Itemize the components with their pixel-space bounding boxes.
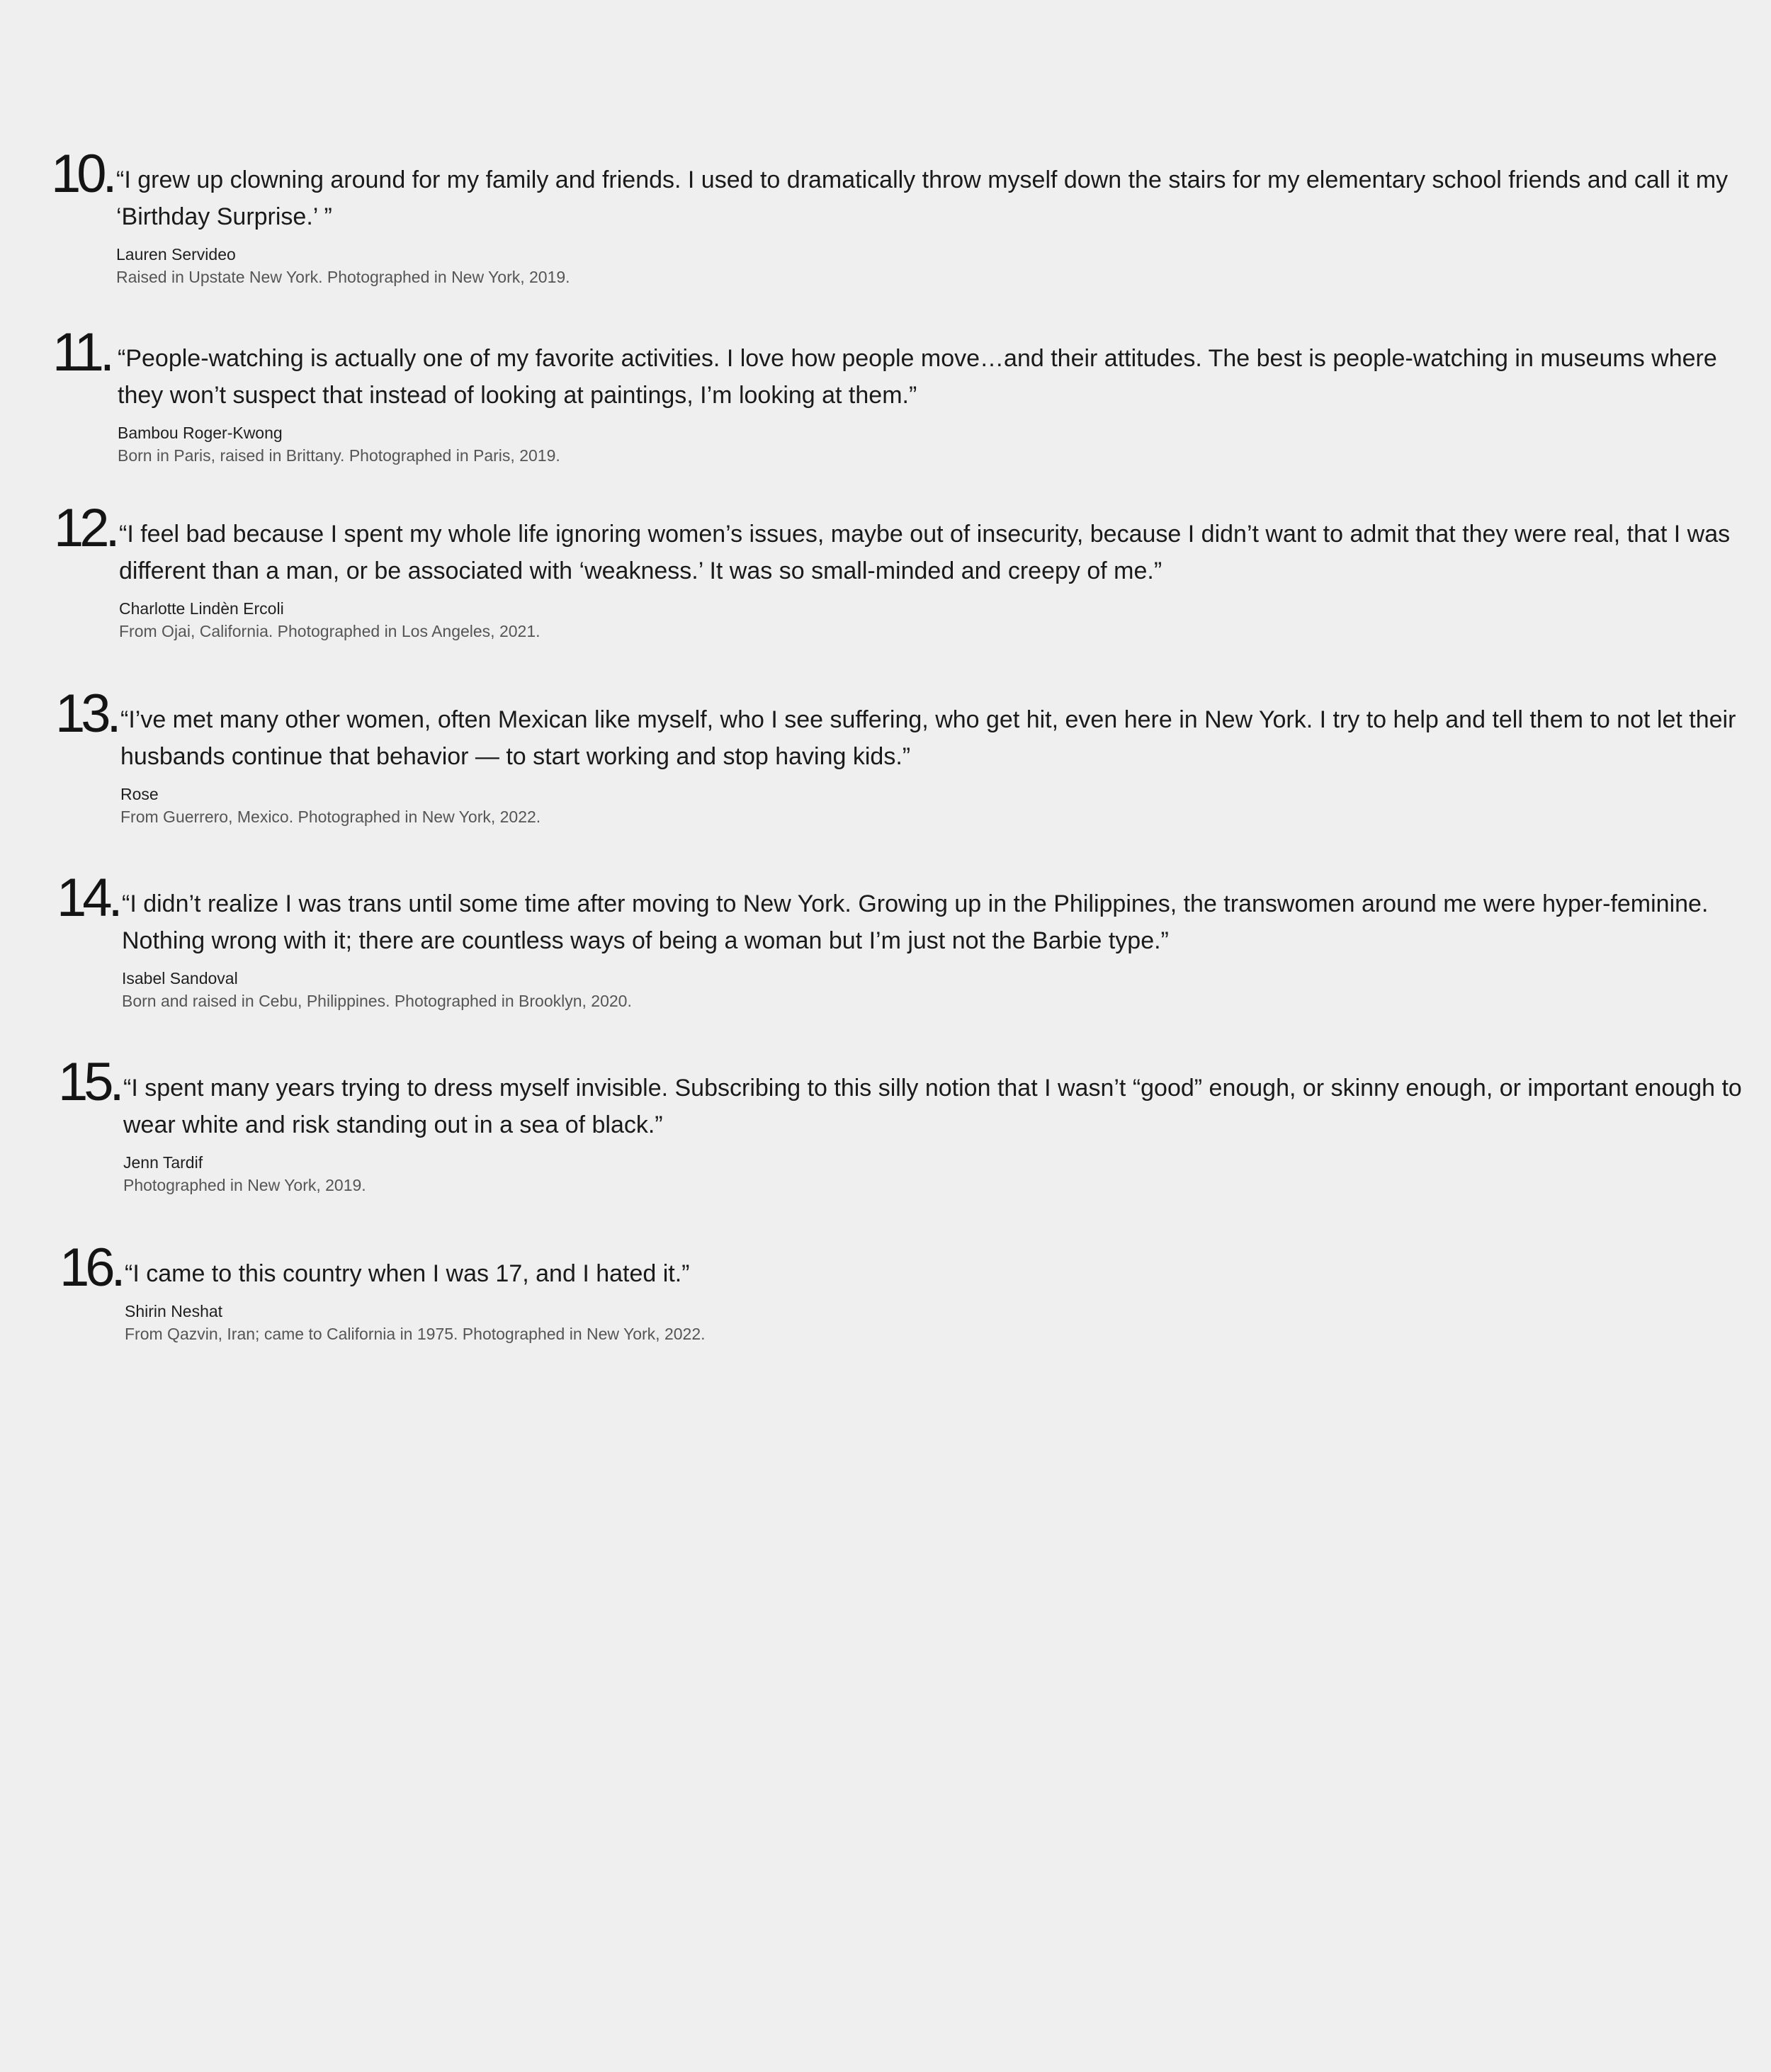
entry-number: 15. (58, 1052, 120, 1112)
quote-text: “I’ve met many other women, often Mexican like myself, who I see suffering, who get hit, even here in New York. I try to help and tell them to not let their husbands continue that behavior — to start working and stop having kids.” (120, 706, 1736, 770)
entry-number: 16. (60, 1238, 122, 1298)
person-info: From Ojai, California. Photographed in Los Angeles, 2021. (119, 622, 541, 640)
person-name: Bambou Roger-Kwong (118, 424, 283, 442)
person-name: Jenn Tardif (123, 1153, 203, 1172)
quote-text: “I feel bad because I spent my whole life ignoring women’s issues, maybe out of insecurity, because I didn’t want to admit that they were real, that I was different than a man, or be associated with ‘weakness.’ It was so small-minded and creepy of me.” (119, 521, 1731, 584)
person-info: Photographed in New York, 2019. (123, 1176, 366, 1194)
entry-body (119, 502, 1770, 642)
person-info: From Qazvin, Iran; came to California in 1975. Photographed in New York, 2022. (125, 1325, 706, 1343)
person-name: Isabel Sandoval (122, 969, 238, 987)
quote-text: “I grew up clowning around for my family and friends. I used to dramatically throw myself down the stairs for my elementary school friends and call it my ‘Birthday Surprise.’ ” (116, 166, 1728, 230)
quote-text: “I came to this country when I was 17, and I hated it.” (125, 1260, 690, 1287)
entry-number: 10. (51, 144, 113, 204)
entry-number: 11. (52, 322, 111, 383)
person-name: Rose (120, 785, 159, 803)
person-info: Raised in Upstate New York. Photographed in New York, 2019. (116, 268, 570, 286)
person-info: Born in Paris, raised in Brittany. Photographed in Paris, 2019. (118, 446, 560, 465)
entry-body (125, 1241, 1771, 1344)
person-name: Charlotte Lindèn Ercoli (119, 599, 284, 618)
entry-body (123, 1055, 1771, 1196)
entry-body (120, 687, 1771, 827)
person-info: From Guerrero, Mexico. Photographed in New York, 2022. (120, 808, 541, 826)
entry-body (118, 326, 1768, 466)
entry-number: 13. (55, 684, 118, 744)
quote-text: “I spent many years trying to dress myself invisible. Subscribing to this silly notion that I wasn’t “good” enough, or skinny enough, or important enough to wear white and risk standing out in a sea of black.” (123, 1075, 1742, 1138)
entry-body (116, 147, 1767, 288)
entry-body (122, 871, 1771, 1012)
quote-text: “I didn’t realize I was trans until some time after moving to New York. Growing up in the Philippines, the transwomen around me were hyper-feminine. Nothing wrong with it; there are countless ways of being a woman but I’m just not the Barbie type.” (122, 890, 1709, 954)
person-name: Shirin Neshat (125, 1302, 223, 1320)
entry-number: 12. (54, 498, 116, 558)
person-name: Lauren Servideo (116, 245, 236, 264)
person-info: Born and raised in Cebu, Philippines. Photographed in Brooklyn, 2020. (122, 992, 632, 1010)
entry-number: 14. (57, 868, 119, 928)
quote-text: “People-watching is actually one of my favorite activities. I love how people move…and their attitudes. The best is people-watching in museums where they won’t suspect that instead of looking at paintings, I’m looking at them.” (118, 345, 1717, 409)
